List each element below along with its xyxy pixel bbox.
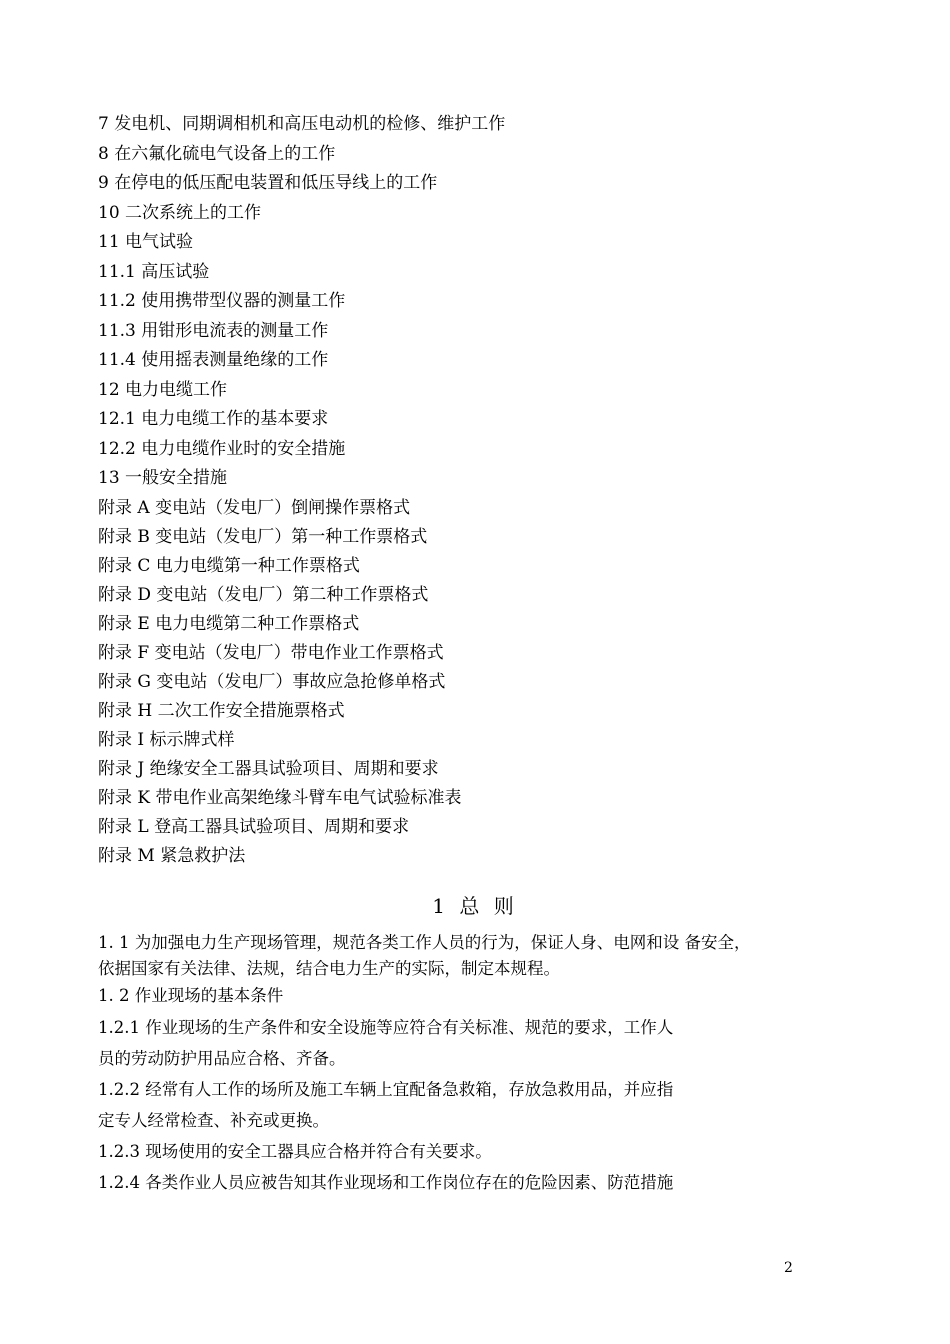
page-number: 2: [784, 1260, 793, 1276]
toc-item: 11.3 用钳形电流表的测量工作: [98, 320, 329, 341]
toc-item: 12 电力电缆工作: [98, 379, 228, 400]
toc-item: 附录 J 绝缘安全工器具试验项目、周期和要求: [98, 758, 439, 779]
paragraph-1-1-line-1: 1. 1 为加强电力生产现场管理，规范各类工作人员的行为，保证人身、电网和设 备安全，: [98, 933, 751, 952]
toc-item: 7 发电机、同期调相机和高压电动机的检修、维护工作: [98, 114, 506, 134]
toc-item: 附录 D 变电站（发电厂）第二种工作票格式: [98, 584, 429, 605]
toc-item: 11.4 使用摇表测量绝缘的工作: [98, 350, 329, 370]
toc-item: 8 在六氟化硫电气设备上的工作: [98, 143, 336, 164]
paragraph-1-2: 1. 2 作业现场的基本条件: [98, 986, 284, 1005]
toc-item: 附录 B 变电站（发电厂）第一种工作票格式: [98, 526, 428, 547]
toc-item: 附录 H 二次工作安全措施票格式: [98, 700, 345, 721]
toc-item: 13 一般安全措施: [98, 468, 228, 488]
toc-item: 11.2 使用携带型仪器的测量工作: [98, 291, 346, 311]
paragraph-1-2-3: 1.2.3 现场使用的安全工器具应合格并符合有关要求。: [98, 1142, 492, 1161]
toc-item: 12.1 电力电缆工作的基本要求: [98, 409, 329, 429]
toc-item: 12.2 电力电缆作业时的安全措施: [98, 438, 346, 459]
section-heading: 1 总 则: [432, 894, 518, 918]
toc-item: 附录 C 电力电缆第一种工作票格式: [98, 555, 360, 576]
paragraph-1-2-2-line-2: 定专人经常检查、补充或更换。: [98, 1111, 329, 1130]
paragraph-1-2-1-line-2: 员的劳动防护用品应合格、齐备。: [98, 1049, 346, 1068]
toc-item: 11.1 高压试验: [98, 261, 210, 282]
toc-item: 9 在停电的低压配电装置和低压导线上的工作: [98, 173, 438, 193]
toc-item: 附录 I 标示牌式样: [98, 729, 235, 750]
toc-item: 10 二次系统上的工作: [98, 202, 262, 223]
paragraph-1-2-4: 1.2.4 各类作业人员应被告知其作业现场和工作岗位存在的危险因素、防范措施: [98, 1173, 674, 1192]
toc-item: 附录 F 变电站（发电厂）带电作业工作票格式: [98, 642, 444, 663]
toc-item: 附录 A 变电站（发电厂）倒闸操作票格式: [98, 497, 411, 518]
toc-item: 附录 L 登高工器具试验项目、周期和要求: [98, 816, 410, 837]
toc-item: 11 电气试验: [98, 232, 194, 252]
paragraph-1-1-line-2: 依据国家有关法律、法规，结合电力生产的实际，制定本规程。: [98, 959, 560, 978]
toc-item: 附录 G 变电站（发电厂）事故应急抢修单格式: [98, 671, 446, 692]
toc-item: 附录 M 紧急救护法: [98, 845, 246, 866]
table-of-contents: [98, 110, 898, 871]
toc-item: 附录 E 电力电缆第二种工作票格式: [98, 613, 360, 634]
paragraph-1-2-1-line-1: 1.2.1 作业现场的生产条件和安全设施等应符合有关标准、规范的要求，工作人: [98, 1018, 674, 1037]
toc-item: 附录 K 带电作业高架绝缘斗臂车电气试验标准表: [98, 787, 462, 808]
section-body: [98, 930, 858, 1198]
paragraph-1-2-2-line-1: 1.2.2 经常有人工作的场所及施工车辆上宜配备急救箱，存放急救用品，并应指: [98, 1080, 674, 1099]
